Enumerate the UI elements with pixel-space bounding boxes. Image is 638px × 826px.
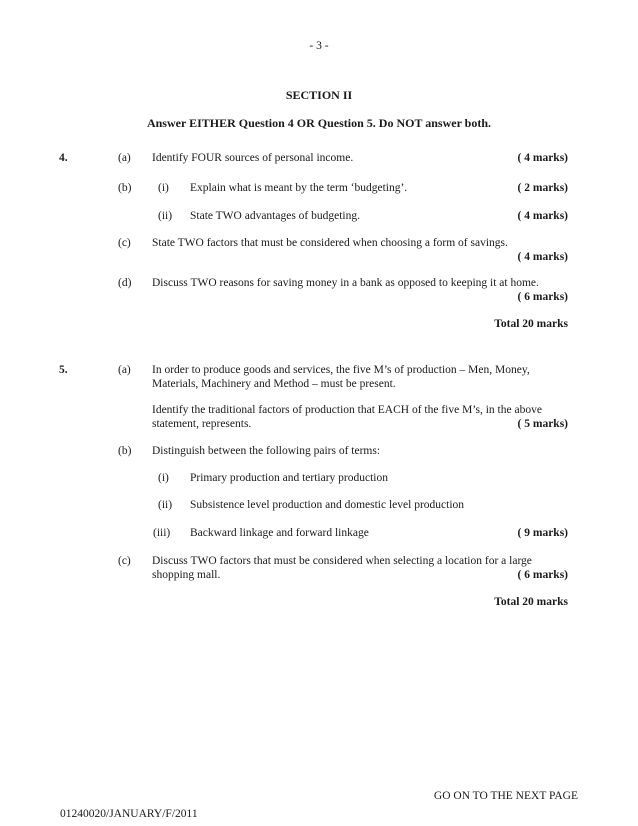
q4-number: 4. xyxy=(59,152,68,164)
section-instruction: Answer EITHER Question 4 OR Question 5. Do NOT answer both. xyxy=(146,116,492,130)
q5a-text2-line1: Identify the traditional factors of production that EACH of the five M’s, in the above xyxy=(152,404,542,416)
page-number: - 3 - xyxy=(309,40,329,52)
q4-total: Total 20 marks xyxy=(494,318,568,330)
q5a-text-line1: In order to produce goods and services, the five M’s of production – Men, Money, xyxy=(152,364,530,376)
q5b-marks: ( 9 marks) xyxy=(517,527,568,539)
q4bi-label: (i) xyxy=(158,182,169,194)
q4c-marks: ( 4 marks) xyxy=(517,251,568,263)
q4d-marks: ( 6 marks) xyxy=(517,291,568,303)
q4bi-text: Explain what is meant by the term ‘budgeting’. xyxy=(190,182,408,194)
q4b-label: (b) xyxy=(118,182,132,194)
q5b-text: Distinguish between the following pairs of terms: xyxy=(152,445,381,457)
q5c-text-line1: Discuss TWO factors that must be considered when selecting a location for a large xyxy=(152,555,532,567)
q5bi-text: Primary production and tertiary production xyxy=(190,472,389,484)
q5a-text-line2: Materials, Machinery and Method – must be present. xyxy=(152,378,396,390)
q4d-text: Discuss TWO reasons for saving money in a bank as opposed to keeping it at home. xyxy=(152,277,539,289)
q4a-marks: ( 4 marks) xyxy=(517,152,568,164)
q5a-label: (a) xyxy=(118,364,131,376)
q4bii-marks: ( 4 marks) xyxy=(517,210,568,222)
q5-total: Total 20 marks xyxy=(494,596,568,608)
q5biii-label: (iii) xyxy=(153,527,171,539)
q4bi-marks: ( 2 marks) xyxy=(517,182,568,194)
q5b-label: (b) xyxy=(118,445,132,457)
q5a-marks: ( 5 marks) xyxy=(517,418,568,430)
q5c-text-line2: shopping mall. xyxy=(152,569,221,581)
q4d-label: (d) xyxy=(118,277,132,289)
paper-code: 01240020/JANUARY/F/2011 xyxy=(60,808,198,820)
q5-number: 5. xyxy=(59,364,68,376)
q5bi-label: (i) xyxy=(158,472,169,484)
q5bii-label: (ii) xyxy=(158,499,173,511)
q5bii-text: Subsistence level production and domestic level production xyxy=(190,499,465,511)
q4a-text: Identify FOUR sources of personal income. xyxy=(152,152,354,164)
q4c-label: (c) xyxy=(118,237,131,249)
q4bii-label: (ii) xyxy=(158,210,173,222)
next-page-note: GO ON TO THE NEXT PAGE xyxy=(433,790,578,802)
q5biii-text: Backward linkage and forward linkage xyxy=(190,527,369,539)
q5c-label: (c) xyxy=(118,555,131,567)
q4a-label: (a) xyxy=(118,152,131,164)
q4c-text: State TWO factors that must be considered when choosing a form of savings. xyxy=(152,237,508,249)
q5a-text2-line2: statement, represents. xyxy=(152,418,252,430)
q4bii-text: State TWO advantages of budgeting. xyxy=(190,210,361,222)
q5c-marks: ( 6 marks) xyxy=(517,569,568,581)
section-title: SECTION II xyxy=(285,88,353,102)
